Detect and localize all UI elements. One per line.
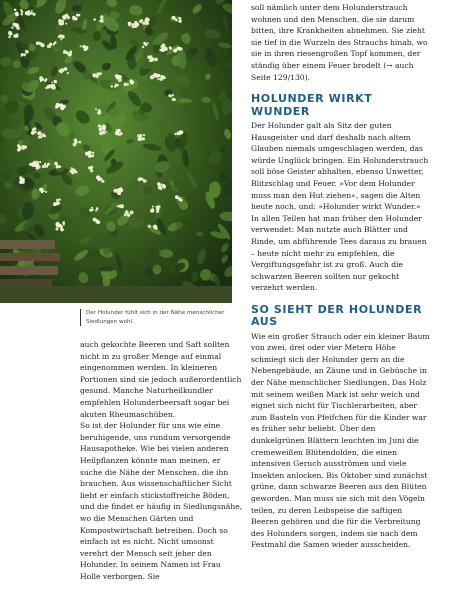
paragraph: So ist der Holunder für uns wie eine beruhigende, uns rundum versorgende Hausapotheke. Wie bei vielen anderen Heilpflanzen könnte man meinen, er suche die Nähe der Menschen, die ihn brauchen. Aus wissenschaftlicher Sicht liebt er einfach stickstoffreiche Böden, und die findet er häufig in Siedlungsnähe, wo die Menschen Gärten und Kompostwirtschaft betreiben. Doch so einfach ist es nicht. Nicht umsonst verehrt der Mensch seit jeher den Holunder. In seinem Namen ist Frau Holle verborgen. Sie <box>80 421 243 581</box>
paragraph: auch gekochte Beeren und Saft sollten nicht in zu großer Menge auf einmal eingenommen werden. In kleineren Portionen sind sie jedoch außerordentlich gesund. Manche Naturheilkundler empfehlen Holunderbeersaft sogar bei akuten Rheumaschüben. <box>80 340 242 419</box>
right-column <box>251 2 431 551</box>
paragraph: Wie ein großer Strauch oder ein kleiner Baum von zwei, drei oder vier Metern Höhe schmiegt sich der Holunder gern an die Nebengebäude, an Zäune und in Gebüsche in der Nähe menschlicher Siedlungen. Das Holz mit seinem weißen Mark ist sehr weich und eignet sich nicht für Tischlerarbeiten, aber zum Basteln von Pfeifchen für die Kinder war es früher sehr beliebt. Über den dunkelgrünen Blättern leuchten im Juni die cremeweißen Blütendolden, die einen intensiven Geruch ausströmen und viele Insekten anlocken. Bis Oktober sind zunächst grüne, dann schwarze Beeren aus den Blüten geworden. Man muss sie sich mit den Vögeln teilen, zu deren Leibspeise die saftigen Beeren gehören und die für die Verbreitung des Holunders sorgen, indem sie nach dem Festmahl die Samen wieder ausscheiden. <box>251 331 430 550</box>
section-heading-holunder-wirkt-wunder: HOLUNDER WIRKT WUNDER <box>251 92 373 118</box>
section-heading-so-sieht-der-holunder-aus: SO SIEHT DER HOLUNDER AUS <box>251 302 423 329</box>
photo-caption: Der Holunder fühlt sich in der Nähe menschlicher Siedlungen wohl. <box>80 309 236 326</box>
elder-bush-photo <box>0 0 232 303</box>
ground <box>0 286 232 303</box>
left-column <box>80 339 243 582</box>
paragraph: soll nämlich unter dem Holunderstrauch wohnen und den Menschen, die sie darum bitten, ihre Krankheiten abnehmen. Sie zieht sie tief in die Wurzeln des Strauchs hinab, wo sie in ihren riesengroßen Topf kommen, der ständig über einem Feuer brodelt (→ auch Seite 129/130). <box>251 3 428 82</box>
paragraph: Der Holunder galt als Sitz der guten Hausgeister und darf deshalb nach altem Glauben niemals umgeschlagen werden, das würde Unglück bringen. Ein Holunderstrauch soll böse Geister abhalten, ebenso Unwetter, Blitzschlag und Feuer. »Vor dem Holunder muss man den Hut ziehen«, sagen die Alten heute noch, und: »Holunder wirkt Wunder.« In allen Teilen hat man früher den Holunder verwendet: Man nutzte auch Blätter und Rinde, um abführende Tees daraus zu brauen – heute nicht mehr zu empfehlen, die Vergiftungsgefahr ist zu groß. Auch die schwarzen Beeren sollten nur gekocht verzehrt werden. <box>251 120 429 293</box>
elder-bush-illustration <box>0 0 232 303</box>
